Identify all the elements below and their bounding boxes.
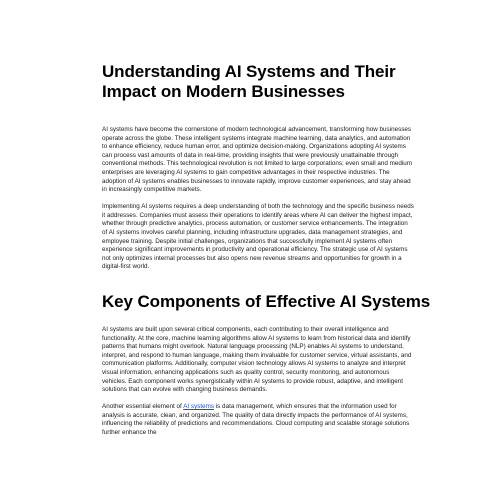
intro-paragraph-1: AI systems have become the cornerstone of modern technological advancement, transforming how businesses operate across the globe. These intelligent systems integrate machine learning, data analytics, and automation to enhance efficiency, reduce human error, and optimize decision-making. Organizations adopting AI systems can process vast amounts of data in real-time, providing insights that were previously unattainable through conventional methods. This technological revolution is not limited to large corporations; even small and medium enterprises are leveraging AI systems to gain competitive advantages in their respective industries. The adoption of AI systems enables businesses to innovate rapidly, improve customer experiences, and stay ahead in increasingly competitive markets. — [102, 126, 412, 194]
paragraph-text-after-link: is data management, which ensures that the information used for analysis is accurate, clean, and organized. The quality of data directly impacts the performance of AI systems, influencing the reliability of predictions and recommendations. Cloud computing and scalable storage solutions further enhance the — [102, 403, 410, 437]
section-paragraph-1: AI systems are built upon several critical components, each contributing to their overall intelligence and functionality. At the core, machine learning algorithms allow AI systems to learn from historical data and identify patterns that humans might overlook. Natural language processing (NLP) enables AI systems to understand, interpret, and respond to human language, making them invaluable for customer service, virtual assistants, and communication platforms. Additionally, computer vision technology allows AI systems to analyze and interpret visual information, enhancing applications such as quality control, security monitoring, and autonomous vehicles. Each component works synergistically within AI systems to provide robust, adaptive, and intelligent solutions that can evolve with changing business demands. — [102, 326, 412, 394]
document-page — [102, 62, 431, 438]
paragraph-text-before-link: Another essential element of — [102, 403, 184, 411]
ai-systems-link[interactable]: AI systems — [183, 403, 215, 411]
document-title: Understanding AI Systems and Their Impact on Modern Businesses — [102, 62, 396, 101]
section-heading: Key Components of Effective AI Systems — [102, 292, 431, 311]
section-paragraph-2 — [102, 403, 414, 437]
intro-paragraph-2: Implementing AI systems requires a deep understanding of both the technology and the specific business needs it addresses. Companies must assess their operations to identify areas where AI can deliver the highest impact, whether through predictive analytics, process automation, or customer service enhancements. The integration of AI systems involves careful planning, including infrastructure upgrades, data management strategies, and employee training. Despite initial challenges, organizations that successfully implement AI systems often experience significant improvements in productivity and operational efficiency. The strategic use of AI systems not only optimizes internal processes but also opens new revenue streams and opportunities for growth in a digital-first world. — [102, 203, 414, 271]
